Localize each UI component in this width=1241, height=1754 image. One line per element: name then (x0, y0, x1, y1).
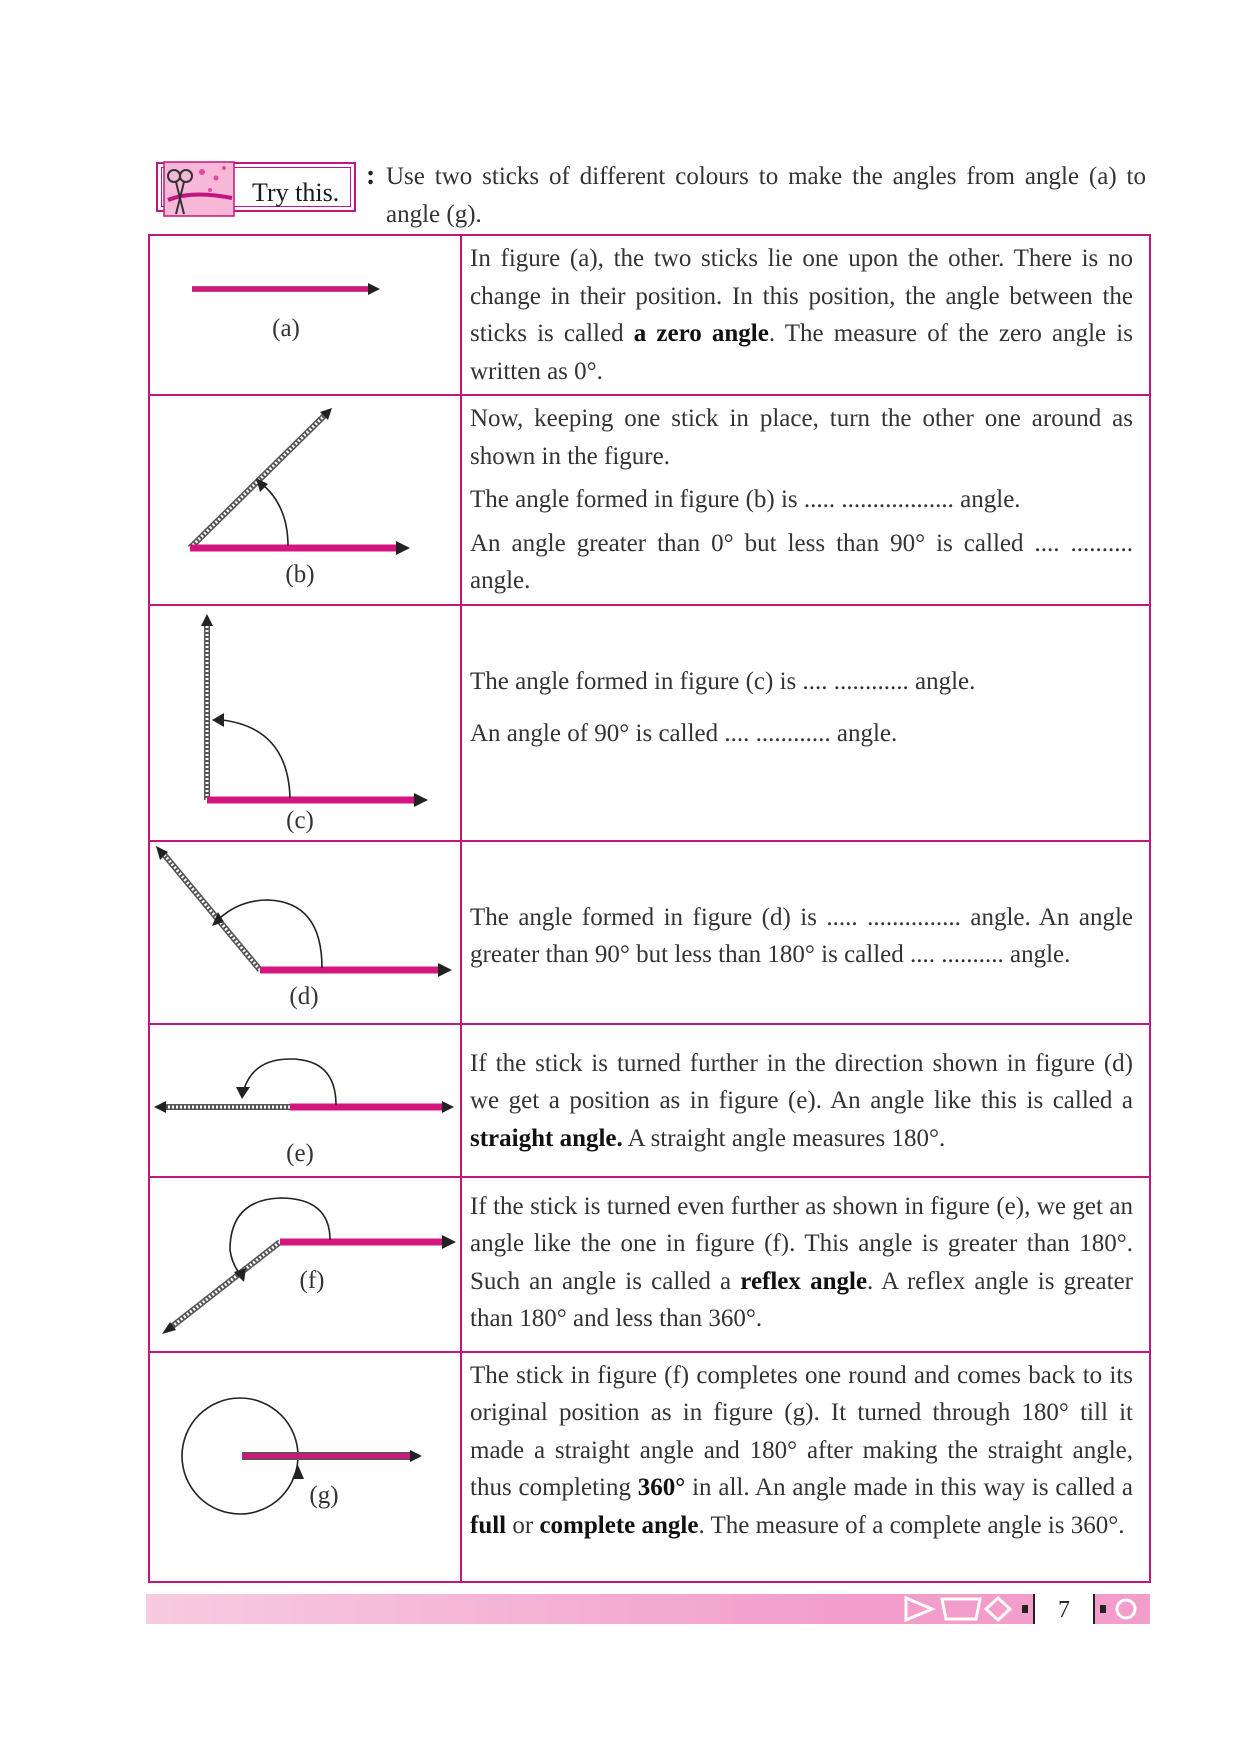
table-row (149, 235, 1150, 395)
page-number: 7 (1058, 1597, 1070, 1623)
figure-cell-a (149, 235, 461, 395)
try-this-box (156, 162, 356, 212)
figure-label-a: (a) (272, 315, 300, 342)
text-cell-c (461, 605, 1150, 841)
figure-cell-e (149, 1024, 461, 1177)
text-cell-a (461, 235, 1150, 395)
figure-e-straight-angle (150, 1025, 460, 1176)
table-row (149, 1024, 1150, 1177)
text-cell-f (461, 1177, 1150, 1352)
figure-b-acute-angle (150, 396, 460, 600)
row-e-text: If the stick is turned further in the direction shown in figure (d) we get a position as in figure (e). An angle like this is called a straight angle. A straight angle measures 180°. (470, 1049, 1133, 1152)
figure-label-e: (e) (286, 1139, 314, 1167)
text-cell-e (461, 1024, 1150, 1177)
try-this-label: Try this. (252, 178, 340, 207)
figure-f-reflex-angle (150, 1178, 460, 1351)
figure-cell-g (149, 1352, 461, 1582)
row-b-text-3: An angle greater than 0° but less than 90° is called .... .......... angle. (470, 529, 1133, 594)
text-cell-d (461, 841, 1150, 1024)
text-cell-g (461, 1352, 1150, 1582)
figure-cell-f (149, 1177, 461, 1352)
row-c-text-2: An angle of 90° is called .... ............ angle. (470, 719, 898, 747)
row-g-text: The stick in figure (f) completes one round and comes back to its original position as in figure (g). It turned through 180° till it made a straight angle and 180° after making the straight angle, thus completing 360° in all. An angle made in this way is called a full or complete angle. The measure of a complete angle is 360°. (470, 1361, 1133, 1539)
table-row (149, 841, 1150, 1024)
table-row (149, 395, 1150, 605)
row-d-text: The angle formed in figure (d) is ..... ............... angle. An angle greater than 90° but less than 180° is called .... .......... angle. (470, 903, 1133, 968)
figure-label-f: (f) (299, 1266, 325, 1294)
figure-cell-d (149, 841, 461, 1024)
figure-label-g: (g) (309, 1481, 339, 1509)
angles-table (148, 234, 1151, 1583)
figure-g-complete-angle (150, 1353, 460, 1581)
try-this-header (154, 148, 1150, 228)
figure-a-zero-angle (150, 236, 460, 392)
row-b-text-2: The angle formed in figure (b) is ..... .................. angle. (470, 486, 1021, 513)
figure-label-b: (b) (285, 561, 315, 588)
figure-d-obtuse-angle (150, 842, 460, 1021)
intro-text: Use two sticks of different colours to make the angles from angle (a) to angle (g). (386, 163, 1146, 228)
figure-cell-b (149, 395, 461, 605)
text-cell-b (461, 395, 1150, 605)
footer-band (146, 1594, 1150, 1624)
header-colon: : (366, 160, 376, 191)
figure-c-right-angle (150, 606, 460, 838)
figure-label-d: (d) (289, 982, 319, 1010)
figure-cell-c (149, 605, 461, 841)
scissors-icon (162, 160, 236, 218)
table-row (149, 1352, 1150, 1582)
row-b-text-1: Now, keeping one stick in place, turn the other one around as shown in the figure. (470, 405, 1133, 470)
row-f-text: If the stick is turned even further as shown in figure (e), we get an angle like the one in figure (f). This angle is greater than 180°. Such an angle is called a reflex angle. A reflex angle is greater than 180° and less than 360°. (470, 1192, 1133, 1332)
row-a-text: In figure (a), the two sticks lie one upon the other. There is no change in their position. In this position, the angle between the sticks is called a zero angle. The measure of the zero angle is written as 0°. (470, 245, 1133, 385)
figure-label-c: (c) (286, 806, 314, 834)
row-c-text-1: The angle formed in figure (c) is .... ............ angle. (470, 668, 976, 695)
table-row (149, 1177, 1150, 1352)
table-row (149, 605, 1150, 841)
